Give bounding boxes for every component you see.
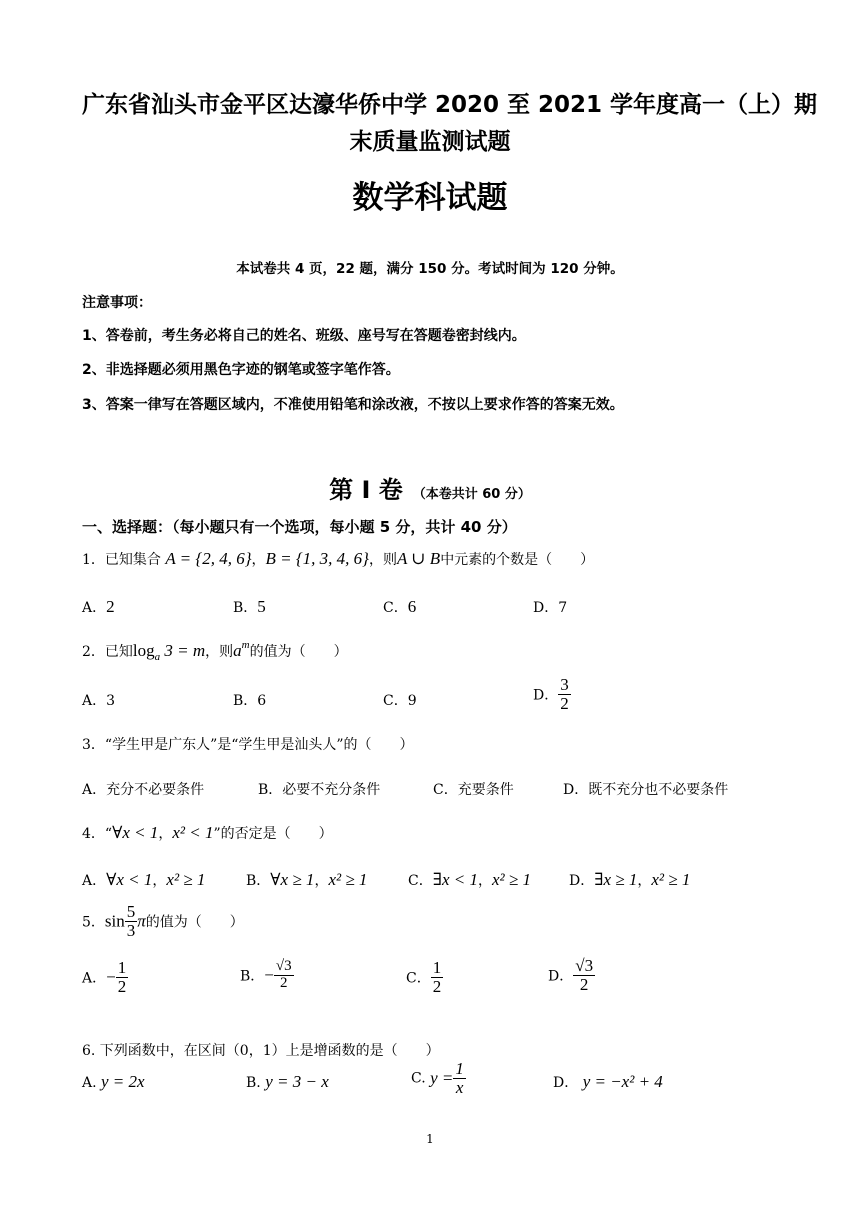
q2-suffix: 的值为（ ）	[249, 644, 348, 660]
page-number: 1	[426, 1132, 434, 1146]
q3-option-a: A．充分不必要条件	[82, 782, 205, 798]
q2-option-a: A．3	[82, 693, 116, 709]
q5-option-d: D． $\frac{√3}{2}$	[548, 956, 594, 994]
note-item-1: 1、答卷前，考生务必将自己的姓名、班级、座号写在答题卷密封线内。	[82, 328, 526, 344]
q4-option-b: B．∀x ≥ 1，x² ≥ 1	[246, 870, 368, 889]
q1-option-b: B．5	[233, 597, 266, 616]
question-6: 6. 下列函数中，在区间（0，1）上是增函数的是（ ）	[82, 1043, 440, 1059]
q1-set-b: B = {1, 3, 4, 6}	[265, 549, 369, 568]
q3-option-b: B．必要不充分条件	[258, 782, 381, 798]
q6-option-b: B. y = 3 − x	[246, 1072, 329, 1091]
q5-option-c: C． $\frac{1}{2}$	[406, 958, 442, 996]
q4-condition: x² < 1	[172, 823, 214, 842]
volume-note: （本卷共计 60 分）	[412, 487, 531, 502]
q1-option-c: C．6	[383, 597, 417, 616]
q6-option-a: A. y = 2x	[82, 1072, 145, 1091]
q4-option-c: C．∃x < 1，x² ≥ 1	[408, 870, 531, 889]
q2-prefix: 2．已知	[82, 644, 133, 660]
note-item-2: 2、非选择题必须用黑色字迹的钢笔或签字笔作答。	[82, 362, 400, 378]
question-3: 3．“学生甲是广东人”是“学生甲是汕头人”的（ ）	[82, 737, 414, 753]
q4-quantifier: ∀x < 1	[112, 823, 159, 842]
q5-option-b: B．− $\frac{√3}{2}$	[240, 958, 292, 991]
q2-mid: ，则	[205, 644, 234, 660]
exam-title-line1: 广东省汕头市金平区达濠华侨中学 2020 至 2021 学年度高一（上）期	[82, 92, 818, 118]
q4-option-a: A．∀x < 1，x² ≥ 1	[82, 870, 206, 889]
q6-option-c: C. y = $\frac{1}{x}$	[411, 1059, 464, 1097]
exam-title-line2: 末质量监测试题	[349, 129, 511, 155]
question-5: 5．sin $\frac{5}{3}$ π的值为（ ）	[82, 902, 244, 940]
q2-option-d: D． $\frac{3}{2}$	[533, 675, 569, 713]
notes-heading: 注意事项：	[82, 295, 152, 311]
q4-option-d: D．∃x ≥ 1，x² ≥ 1	[569, 870, 691, 889]
q1-union: A ∪ B	[396, 549, 441, 568]
section-heading: 一、选择题：（每小题只有一个选项，每小题 5 分，共计 40 分）	[82, 518, 517, 536]
note-item-3: 3、答案一律写在答题区域内，不准使用铅笔和涂改液，不按以上要求作答的答案无效。	[82, 397, 624, 413]
q1-mid: ，则	[368, 552, 397, 568]
q2-option-c: C．9	[383, 693, 417, 709]
q2-power: $a^m$	[233, 639, 250, 660]
q2-log: $\log_a 3 = m$	[132, 641, 206, 663]
q5-option-a: A．− $\frac{1}{2}$	[82, 958, 127, 996]
q1-option-d: D．7	[533, 600, 568, 616]
volume-heading	[0, 470, 860, 505]
q1-prefix: 1．已知集合	[82, 552, 166, 568]
q1-option-a: A．2	[82, 597, 115, 616]
question-1	[82, 549, 594, 569]
question-4: 4．“∀x < 1，x² < 1”的否定是（ ）	[82, 823, 333, 842]
subject-title: 数学科试题	[352, 180, 508, 216]
q1-suffix: 中元素的个数是（ ）	[440, 552, 595, 568]
question-2	[82, 639, 348, 663]
exam-info: 本试卷共 4 页，22 题，满分 150 分。考试时间为 120 分钟。	[236, 261, 624, 277]
q1-set-a: A = {2, 4, 6}	[165, 549, 252, 568]
q5-fraction: $\frac{5}{3}$	[126, 902, 136, 940]
q3-option-c: C．充要条件	[433, 782, 514, 798]
q3-option-d: D．既不充分也不必要条件	[563, 782, 729, 798]
q6-option-d: D． y = −x² + 4	[553, 1072, 663, 1091]
q2-option-b: B．6	[233, 693, 267, 709]
volume-title: 第 I 卷	[329, 476, 403, 504]
q2-d-fraction: $\frac{3}{2}$	[560, 675, 569, 713]
q1-comma: ，	[251, 552, 266, 568]
